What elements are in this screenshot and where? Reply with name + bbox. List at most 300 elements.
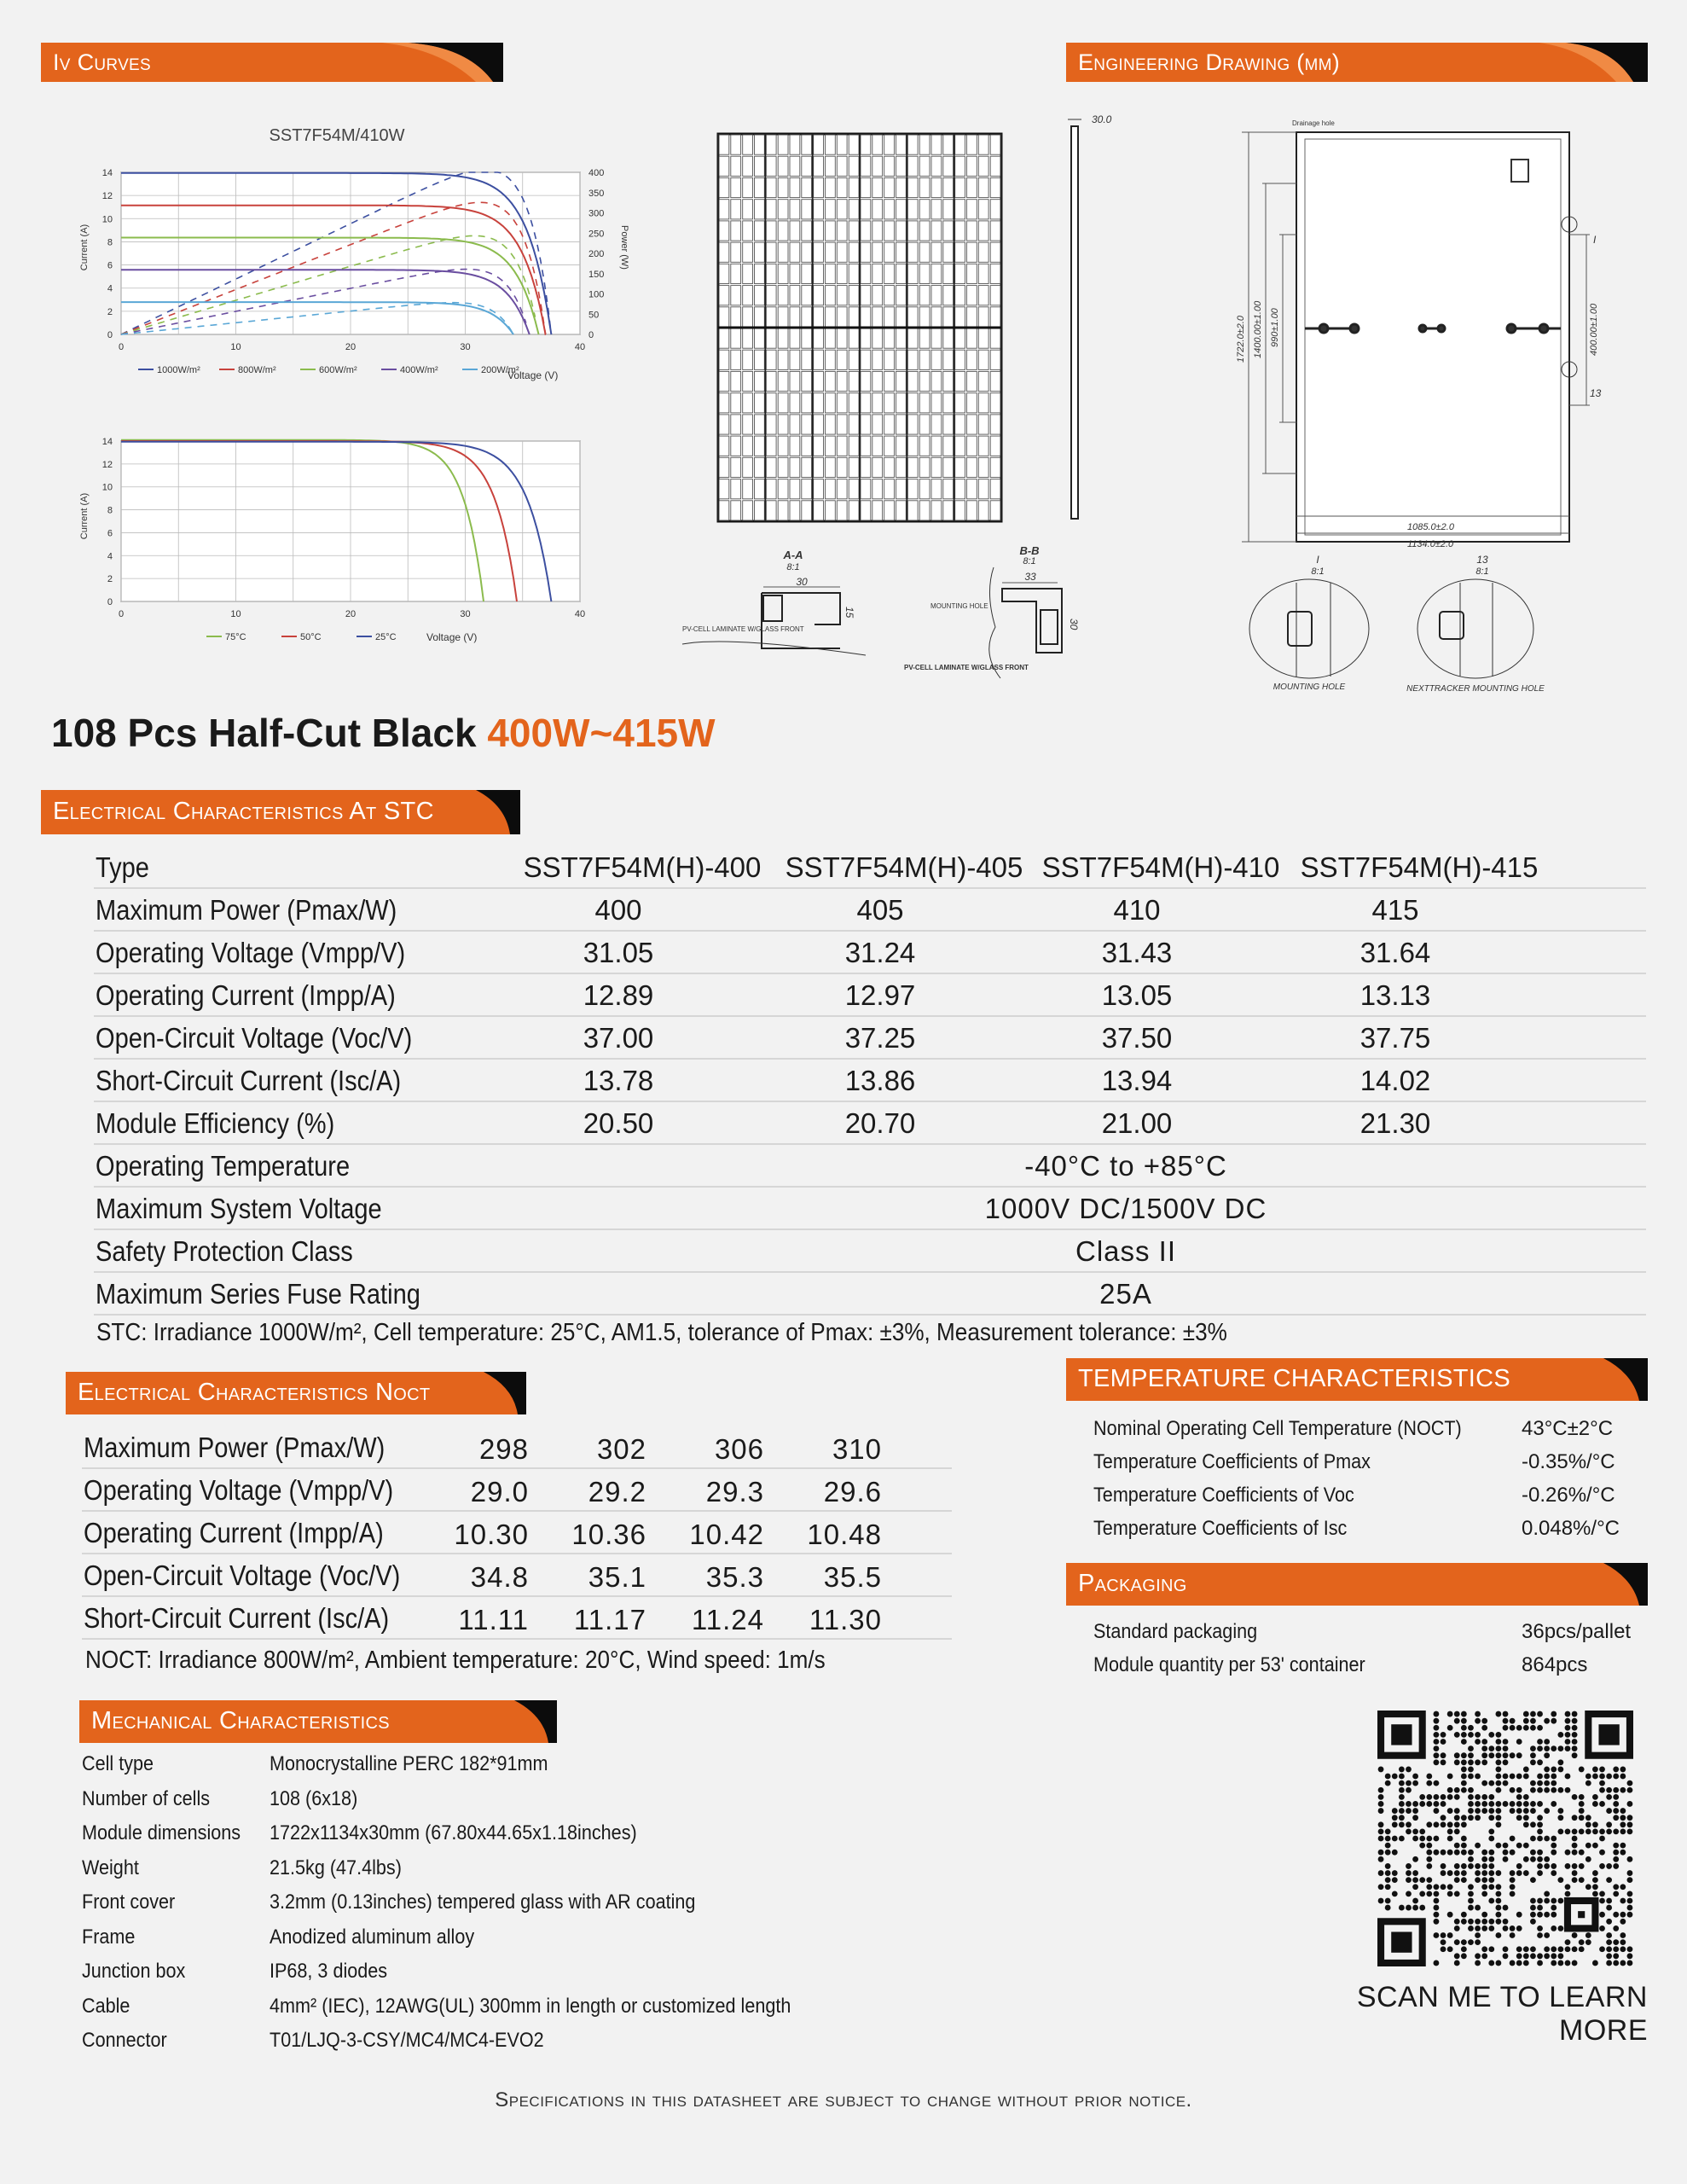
qr-dot <box>1488 1884 1494 1890</box>
qr-dot <box>1551 1801 1557 1807</box>
x-tick-label: 0 <box>118 609 125 619</box>
qr-dot <box>1572 1850 1578 1856</box>
qr-dot <box>1488 1780 1494 1786</box>
qr-dot <box>1475 1801 1481 1807</box>
qr-dot <box>1447 1711 1453 1717</box>
qr-dot <box>1599 1926 1605 1931</box>
side-dimension-label: 30.0 <box>1092 113 1112 125</box>
qr-dot <box>1572 1711 1578 1717</box>
qr-dot <box>1530 1919 1536 1925</box>
qr-dot <box>1530 1718 1536 1724</box>
qr-dot <box>1426 1891 1432 1896</box>
temperature-value: 0.048%/°C <box>1522 1517 1620 1540</box>
noct-row-label: Short-Circuit Current (Isc/A) <box>84 1602 390 1634</box>
mechanical-value: Anodized aluminum alloy <box>270 1925 475 1949</box>
qr-dot <box>1613 1863 1619 1869</box>
qr-dot <box>1627 1780 1633 1786</box>
qr-dot <box>1441 1821 1446 1827</box>
qr-dot <box>1495 1767 1501 1773</box>
qr-dot <box>1551 1767 1557 1773</box>
packaging-label: Standard packaging <box>1093 1620 1258 1643</box>
y2-tick-label: 0 <box>588 330 594 340</box>
product-title-main: 108 Pcs Half-Cut Black <box>51 711 488 755</box>
qr-dot <box>1461 1787 1467 1793</box>
qr-dot <box>1579 1828 1585 1834</box>
qr-dot <box>1586 1821 1591 1827</box>
qr-dot <box>1537 1912 1543 1918</box>
qr-dot <box>1468 1905 1474 1911</box>
section-banner-stc: Electrical Characteristics At STC <box>41 790 520 834</box>
y-tick-label: 12 <box>101 459 113 470</box>
qr-dot <box>1557 1815 1563 1821</box>
qr-dot <box>1495 1919 1501 1925</box>
qr-dot <box>1551 1960 1557 1966</box>
stc-row-label: Short-Circuit Current (Isc/A) <box>96 1065 402 1096</box>
qr-dot <box>1572 1877 1578 1883</box>
qr-dot <box>1378 1870 1384 1876</box>
x-axis-label: Voltage (V) <box>507 369 559 381</box>
noct-cell: 29.3 <box>705 1476 764 1507</box>
temperature-label: Temperature Coefficients of Isc <box>1093 1517 1348 1540</box>
qr-dot <box>1551 1905 1557 1911</box>
qr-dot <box>1454 1939 1460 1945</box>
qr-dot <box>1565 1828 1571 1834</box>
qr-dot <box>1586 1884 1591 1890</box>
qr-dot <box>1468 1815 1474 1821</box>
qr-dot <box>1627 1912 1633 1918</box>
stc-span-row <box>94 1228 1646 1273</box>
qr-dot <box>1412 1884 1418 1890</box>
qr-dot <box>1510 1787 1516 1793</box>
mechanical-label: Module dimensions <box>82 1821 241 1844</box>
qr-dot <box>1434 1759 1440 1765</box>
qr-dot <box>1551 1912 1557 1918</box>
qr-dot <box>1537 1926 1543 1931</box>
stc-cell: 400 <box>594 894 642 926</box>
qr-dot <box>1426 1863 1432 1869</box>
noct-cell: 310 <box>832 1433 882 1465</box>
qr-dot <box>1454 1711 1460 1717</box>
mechanical-value: 108 (6x18) <box>270 1786 358 1810</box>
mechanical-row <box>82 1919 935 1953</box>
qr-dot <box>1606 1946 1612 1952</box>
noct-cell: 35.3 <box>705 1561 764 1593</box>
qr-dot <box>1426 1801 1432 1807</box>
stc-header-col: SST7F54M(H)-400 <box>523 851 762 883</box>
qr-dot <box>1412 1870 1418 1876</box>
section-bb-width: 33 <box>1024 571 1036 583</box>
qr-dot <box>1392 1774 1398 1780</box>
qr-dot <box>1495 1808 1501 1814</box>
qr-dot <box>1551 1870 1557 1876</box>
qr-dot <box>1385 1863 1391 1869</box>
qr-dot <box>1434 1884 1440 1890</box>
noct-row <box>82 1425 952 1469</box>
noct-cell: 10.30 <box>454 1519 529 1550</box>
qr-dot <box>1530 1780 1536 1786</box>
mechanical-row <box>82 1953 935 1987</box>
qr-dot <box>1565 1850 1571 1856</box>
qr-dot <box>1599 1836 1605 1842</box>
qr-dot <box>1503 1780 1509 1786</box>
qr-dot <box>1523 1808 1529 1814</box>
qr-dot <box>1557 1953 1563 1959</box>
qr-dot <box>1468 1808 1474 1814</box>
detail-nexttracker-hole <box>1399 550 1552 708</box>
qr-dot <box>1565 1739 1571 1745</box>
qr-dot <box>1468 1745 1474 1751</box>
qr-dot <box>1412 1905 1418 1911</box>
mechanical-label: Cable <box>82 1994 130 2018</box>
qr-dot <box>1378 1850 1384 1856</box>
y2-tick-label: 200 <box>588 249 605 259</box>
qr-dot <box>1434 1850 1440 1856</box>
qr-dot <box>1441 1946 1446 1952</box>
dimension-1722: 1722.0±2.0 <box>1236 316 1246 363</box>
qr-dot <box>1537 1905 1543 1911</box>
stc-note: STC: Irradiance 1000W/m², Cell temperature: 25°C, AM1.5, tolerance of Pmax: ±3%, Measurement tolerance: ±3% <box>96 1319 1227 1346</box>
qr-dot <box>1481 1926 1487 1931</box>
qr-dot <box>1537 1953 1543 1959</box>
qr-dot <box>1434 1932 1440 1938</box>
qr-dot <box>1613 1808 1619 1814</box>
qr-dot <box>1537 1725 1543 1731</box>
qr-dot <box>1426 1780 1432 1786</box>
qr-dot <box>1572 1960 1578 1966</box>
qr-dot <box>1544 1912 1550 1918</box>
qr-dot <box>1426 1884 1432 1890</box>
qr-dot <box>1385 1877 1391 1883</box>
qr-dot <box>1441 1870 1446 1876</box>
noct-cell: 29.2 <box>588 1476 646 1507</box>
qr-dot <box>1579 1946 1585 1952</box>
qr-dot <box>1586 1780 1591 1786</box>
qr-dot <box>1516 1843 1522 1849</box>
qr-dot <box>1434 1739 1440 1745</box>
stc-row <box>94 973 1646 1017</box>
qr-dot <box>1378 1801 1384 1807</box>
qr-dot <box>1551 1836 1557 1842</box>
qr-dot <box>1461 1780 1467 1786</box>
stc-row-label: Operating Voltage (Vmpp/V) <box>96 937 406 968</box>
qr-dot <box>1530 1821 1536 1827</box>
qr-dot <box>1572 1739 1578 1745</box>
qr-dot <box>1572 1752 1578 1758</box>
qr-dot <box>1503 1745 1509 1751</box>
qr-dot <box>1461 1863 1467 1869</box>
mechanical-value: Monocrystalline PERC 182*91mm <box>270 1752 548 1775</box>
stc-row <box>94 1101 1646 1145</box>
qr-dot <box>1399 1794 1405 1800</box>
qr-dot <box>1468 1794 1474 1800</box>
mechanical-label: Number of cells <box>82 1786 211 1810</box>
qr-dot <box>1495 1745 1501 1751</box>
qr-dot <box>1503 1953 1509 1959</box>
chart-title: SST7F54M/410W <box>269 126 405 145</box>
qr-dot <box>1516 1725 1522 1731</box>
qr-dot <box>1385 1884 1391 1890</box>
qr-dot <box>1557 1828 1563 1834</box>
qr-dot <box>1544 1745 1550 1751</box>
qr-dot <box>1606 1821 1612 1827</box>
y-axis-label: Current (A) <box>79 224 90 271</box>
mechanical-value: 1722x1134x30mm (67.80x44.65x1.18inches) <box>270 1821 637 1844</box>
qr-dot <box>1434 1780 1440 1786</box>
mechanical-label: Junction box <box>82 1960 186 1983</box>
qr-dot <box>1475 1919 1481 1925</box>
qr-dot <box>1419 1801 1425 1807</box>
qr-dot <box>1516 1774 1522 1780</box>
stc-cell: 31.05 <box>583 937 654 968</box>
qr-dot <box>1392 1891 1398 1896</box>
stc-span-row <box>94 1143 1646 1188</box>
qr-dot <box>1475 1960 1481 1966</box>
y-tick-label: 6 <box>107 528 113 539</box>
qr-dot <box>1565 1939 1571 1945</box>
qr-dot <box>1627 1877 1633 1883</box>
qr-dot <box>1454 1960 1460 1966</box>
qr-dot <box>1523 1821 1529 1827</box>
qr-dot <box>1523 1815 1529 1821</box>
qr-dot <box>1378 1884 1384 1890</box>
qr-dot <box>1488 1801 1494 1807</box>
qr-dot <box>1606 1794 1612 1800</box>
product-title <box>51 710 716 756</box>
temperature-value: 43°C±2°C <box>1522 1417 1614 1440</box>
noct-cell: 11.24 <box>691 1604 764 1635</box>
qr-dot <box>1557 1732 1563 1738</box>
qr-dot <box>1544 1739 1550 1745</box>
qr-dot <box>1481 1808 1487 1814</box>
qr-dot <box>1530 1801 1536 1807</box>
qr-dot <box>1516 1815 1522 1821</box>
stc-row <box>94 1015 1646 1060</box>
qr-dot <box>1447 1912 1453 1918</box>
qr-dot <box>1495 1774 1501 1780</box>
stc-cell: 21.30 <box>1359 1107 1431 1139</box>
qr-dot <box>1579 1863 1585 1869</box>
qr-dot <box>1530 1752 1536 1758</box>
section-banner-temperature: TEMPERATURE CHARACTERISTICS <box>1066 1358 1648 1401</box>
qr-dot <box>1606 1919 1612 1925</box>
qr-dot <box>1592 1891 1598 1896</box>
qr-dot <box>1426 1794 1432 1800</box>
qr-dot <box>1385 1836 1391 1842</box>
legend-label: 800W/m² <box>238 365 276 375</box>
qr-dot <box>1481 1759 1487 1765</box>
qr-dot <box>1461 1919 1467 1925</box>
qr-dot <box>1572 1863 1578 1869</box>
section-bb-detail <box>900 542 1096 687</box>
qr-dot <box>1551 1780 1557 1786</box>
qr-dot <box>1537 1856 1543 1862</box>
qr-dot <box>1510 1932 1516 1938</box>
module-front-view <box>716 132 1006 525</box>
qr-dot <box>1586 1856 1591 1862</box>
stc-cell: 13.05 <box>1101 979 1173 1011</box>
y2-tick-label: 150 <box>588 269 605 280</box>
qr-dot <box>1475 1808 1481 1814</box>
qr-dot <box>1434 1752 1440 1758</box>
qr-dot <box>1557 1960 1563 1966</box>
qr-dot <box>1412 1828 1418 1834</box>
qr-dot <box>1627 1815 1633 1821</box>
qr-dot <box>1606 1863 1612 1869</box>
dimension-400: 400.00±1.00 <box>1589 303 1599 356</box>
section-bb-height: 30 <box>1068 619 1080 630</box>
qr-dot <box>1468 1884 1474 1890</box>
qr-dot <box>1447 1884 1453 1890</box>
qr-dot <box>1426 1843 1432 1849</box>
callout-13: 13 <box>1590 387 1602 399</box>
qr-dot <box>1488 1919 1494 1925</box>
qr-dot <box>1447 1932 1453 1938</box>
qr-dot <box>1516 1752 1522 1758</box>
qr-dot <box>1592 1828 1598 1834</box>
qr-dot <box>1412 1801 1418 1807</box>
qr-dot <box>1447 1850 1453 1856</box>
qr-dot <box>1495 1912 1501 1918</box>
qr-dot <box>1503 1946 1509 1952</box>
qr-dot <box>1454 1828 1460 1834</box>
qr-dot <box>1627 1898 1633 1904</box>
qr-dot <box>1488 1836 1494 1842</box>
stc-span-row <box>94 1271 1646 1316</box>
qr-dot <box>1426 1856 1432 1862</box>
qr-dot <box>1599 1787 1605 1793</box>
stc-row <box>94 887 1646 932</box>
qr-dot <box>1461 1946 1467 1952</box>
x-axis-label: Voltage (V) <box>426 631 478 643</box>
qr-dot <box>1565 1884 1571 1890</box>
qr-dot <box>1447 1821 1453 1827</box>
noct-cell: 11.11 <box>458 1604 529 1635</box>
qr-dot <box>1426 1774 1432 1780</box>
qr-dot <box>1488 1850 1494 1856</box>
qr-dot <box>1406 1821 1412 1827</box>
x-tick-label: 0 <box>118 342 125 352</box>
qr-dot <box>1399 1787 1405 1793</box>
qr-dot <box>1488 1856 1494 1862</box>
qr-dot <box>1488 1828 1494 1834</box>
qr-dot <box>1461 1870 1467 1876</box>
qr-dot <box>1530 1711 1536 1717</box>
qr-dot <box>1454 1953 1460 1959</box>
qr-dot <box>1544 1780 1550 1786</box>
qr-dot <box>1572 1745 1578 1751</box>
qr-dot <box>1523 1711 1529 1717</box>
qr-dot <box>1434 1808 1440 1814</box>
stc-row-label: Open-Circuit Voltage (Voc/V) <box>96 1022 413 1054</box>
qr-dot <box>1468 1732 1474 1738</box>
qr-dot <box>1572 1932 1578 1938</box>
qr-dot <box>1530 1912 1536 1918</box>
section-aa-scale: 8:1 <box>786 562 800 572</box>
qr-dot <box>1599 1898 1605 1904</box>
qr-code[interactable] <box>1377 1711 1633 1966</box>
qr-dot <box>1613 1884 1619 1890</box>
qr-dot <box>1495 1732 1501 1738</box>
legend-label: 400W/m² <box>400 365 438 375</box>
stc-cell: 31.43 <box>1101 937 1173 968</box>
qr-dot <box>1620 1912 1626 1918</box>
detail-13-label: 13 <box>1476 554 1488 566</box>
qr-dot <box>1441 1815 1446 1821</box>
packaging-row <box>1093 1647 1648 1681</box>
mechanical-label: Frame <box>82 1925 136 1949</box>
y-tick-label: 12 <box>101 191 113 202</box>
qr-dot <box>1510 1960 1516 1966</box>
qr-dot <box>1544 1808 1550 1814</box>
qr-dot <box>1406 1870 1412 1876</box>
qr-dot <box>1537 1836 1543 1842</box>
y2-tick-label: 50 <box>588 310 600 321</box>
qr-dot <box>1461 1939 1467 1945</box>
qr-dot <box>1454 1787 1460 1793</box>
qr-dot <box>1523 1843 1529 1849</box>
noct-cell: 11.17 <box>573 1604 646 1635</box>
qr-dot <box>1447 1828 1453 1834</box>
module-side-view <box>1064 111 1116 525</box>
qr-dot <box>1537 1932 1543 1938</box>
qr-dot <box>1523 1946 1529 1952</box>
y-axis-label: Current (A) <box>79 492 90 540</box>
qr-dot <box>1586 1774 1591 1780</box>
qr-dot <box>1537 1759 1543 1765</box>
qr-dot <box>1592 1877 1598 1883</box>
qr-dot <box>1606 1808 1612 1814</box>
qr-dot <box>1426 1877 1432 1883</box>
mechanical-label: Weight <box>82 1856 139 1879</box>
qr-dot <box>1475 1718 1481 1724</box>
qr-finder-core <box>1391 1931 1412 1952</box>
qr-dot <box>1406 1877 1412 1883</box>
qr-dot <box>1620 1919 1626 1925</box>
qr-dot <box>1620 1939 1626 1945</box>
stc-cell: 415 <box>1371 894 1419 926</box>
qr-dot <box>1530 1725 1536 1731</box>
qr-dot <box>1606 1960 1612 1966</box>
qr-dot <box>1454 1863 1460 1869</box>
qr-dot <box>1447 1725 1453 1731</box>
qr-dot <box>1586 1828 1591 1834</box>
qr-dot <box>1406 1905 1412 1911</box>
qr-dot <box>1606 1774 1612 1780</box>
stc-cell: 31.24 <box>844 937 916 968</box>
qr-dot <box>1468 1725 1474 1731</box>
qr-dot <box>1412 1808 1418 1814</box>
qr-dot <box>1481 1752 1487 1758</box>
qr-dot <box>1503 1774 1509 1780</box>
qr-dot <box>1475 1939 1481 1945</box>
qr-dot <box>1495 1711 1501 1717</box>
qr-dot <box>1481 1739 1487 1745</box>
legend-label: 1000W/m² <box>157 365 200 375</box>
qr-caption: SCAN ME TO LEARN MORE <box>1356 1981 1648 2047</box>
legend-label: 25°C <box>375 632 397 642</box>
qr-dot <box>1516 1863 1522 1869</box>
x-tick-label: 10 <box>230 342 241 352</box>
stc-span-row <box>94 1186 1646 1230</box>
qr-dot <box>1503 1711 1509 1717</box>
qr-dot <box>1495 1780 1501 1786</box>
qr-dot <box>1530 1953 1536 1959</box>
stc-row <box>94 1058 1646 1102</box>
qr-dot <box>1592 1870 1598 1876</box>
qr-dot <box>1510 1870 1516 1876</box>
qr-dot <box>1523 1767 1529 1773</box>
qr-dot <box>1557 1926 1563 1931</box>
